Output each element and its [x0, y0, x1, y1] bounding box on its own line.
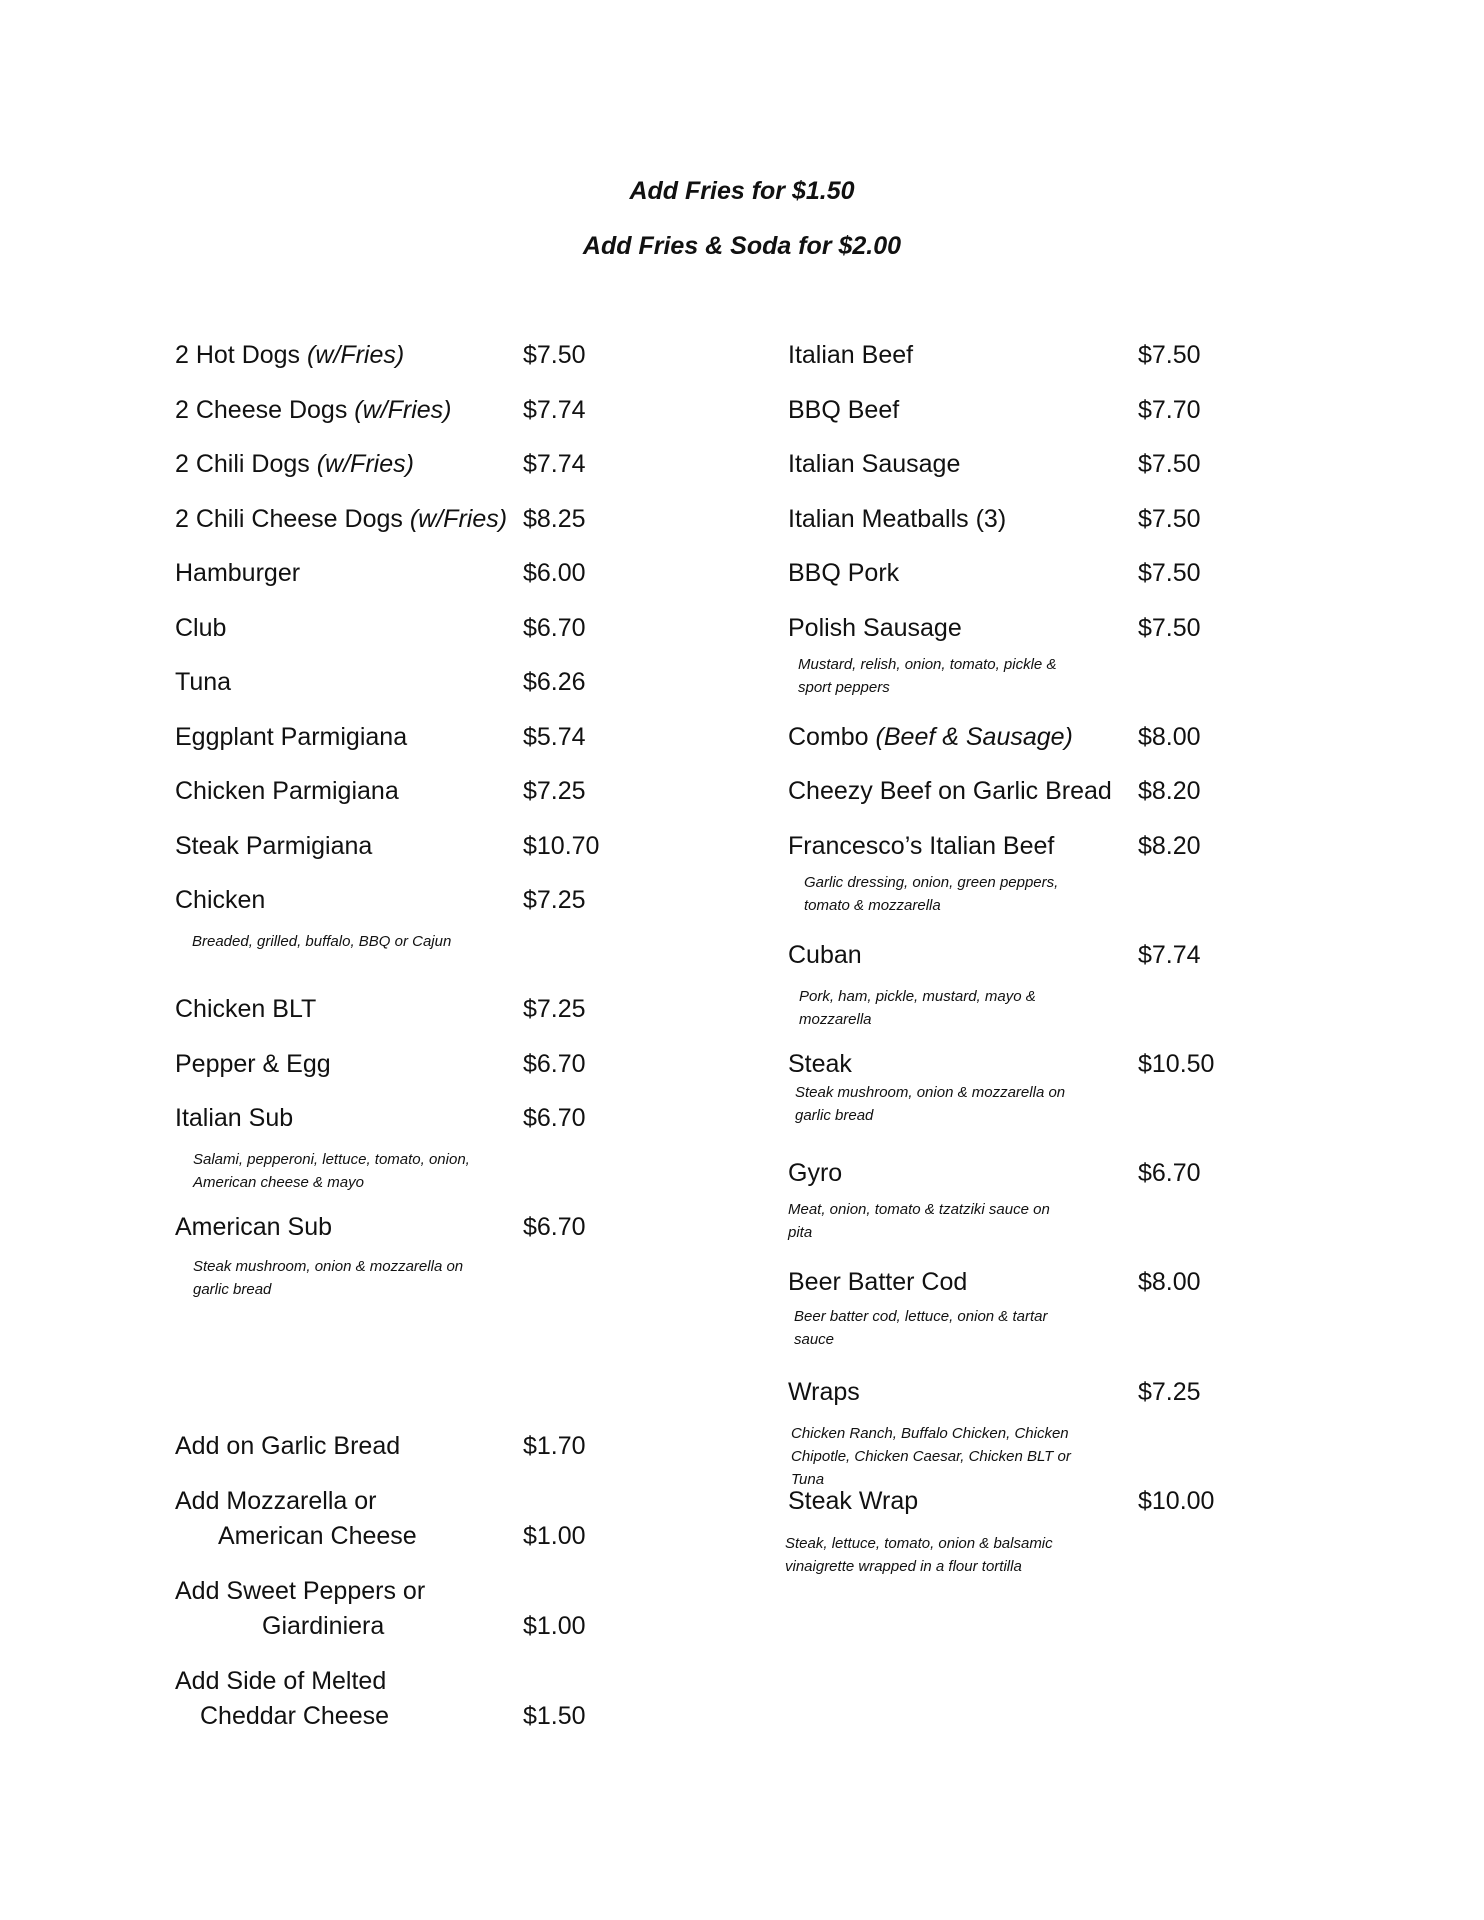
item-steak-parmigiana: Steak Parmigiana	[175, 832, 373, 860]
price-wraps: $7.25	[1138, 1378, 1201, 1406]
item-francescos-italian-beef: Francesco’s Italian Beef	[788, 832, 1055, 860]
item-steak-wrap: Steak Wrap	[788, 1487, 919, 1515]
item-pepper-egg: Pepper & Egg	[175, 1050, 331, 1078]
desc-line: Chicken Ranch, Buffalo Chicken, Chicken	[791, 1425, 1069, 1442]
item-note: (w/Fries)	[409, 505, 508, 533]
item-chili-dogs	[175, 452, 414, 477]
item-chili-cheese-dogs	[175, 507, 507, 532]
item-note: (w/Fries)	[316, 450, 414, 478]
price-hamburger: $6.00	[523, 559, 586, 587]
item-cheezy-beef: Cheezy Beef on Garlic Bread	[788, 777, 1112, 805]
price-pepper-egg: $6.70	[523, 1050, 586, 1078]
item-note: (Beef & Sausage)	[875, 723, 1073, 751]
desc-line: Pork, ham, pickle, mustard, mayo &	[799, 988, 1036, 1005]
item-italian-sausage: Italian Sausage	[788, 450, 961, 478]
desc-steak	[795, 1081, 1065, 1127]
price-steak-wrap: $10.00	[1138, 1487, 1215, 1515]
desc-line: Beer batter cod, lettuce, onion & tartar	[794, 1308, 1048, 1325]
addon-sweet-peppers-line2: Giardiniera	[262, 1612, 385, 1640]
desc-line: Steak, lettuce, tomato, onion & balsamic	[785, 1535, 1053, 1552]
item-chicken-blt: Chicken BLT	[175, 995, 317, 1023]
price-chicken: $7.25	[523, 886, 586, 914]
item-name: 2 Hot Dogs	[175, 341, 301, 369]
desc-line: garlic bread	[193, 1281, 272, 1298]
addon-cheddar-line2: Cheddar Cheese	[200, 1702, 390, 1730]
desc-line: mozzarella	[799, 1011, 872, 1028]
price-gyro: $6.70	[1138, 1159, 1201, 1187]
item-italian-sub: Italian Sub	[175, 1104, 294, 1132]
item-combo	[788, 725, 1073, 750]
item-bbq-beef: BBQ Beef	[788, 396, 900, 424]
price-sweet-peppers: $1.00	[523, 1612, 586, 1640]
item-chicken: Chicken	[175, 886, 266, 914]
item-club: Club	[175, 614, 227, 642]
addon-mozzarella-line1: Add Mozzarella or	[175, 1487, 377, 1515]
price-chili-dogs: $7.74	[523, 450, 586, 478]
item-gyro: Gyro	[788, 1159, 843, 1187]
price-chicken-parmigiana: $7.25	[523, 777, 586, 805]
desc-line: garlic bread	[795, 1107, 874, 1124]
desc-line: Meat, onion, tomato & tzatziki sauce on	[788, 1201, 1050, 1218]
desc-line: Mustard, relish, onion, tomato, pickle &	[798, 656, 1057, 673]
item-bbq-pork: BBQ Pork	[788, 559, 900, 587]
price-american-sub: $6.70	[523, 1213, 586, 1241]
price-italian-beef: $7.50	[1138, 341, 1201, 369]
item-steak: Steak	[788, 1050, 852, 1078]
desc-polish-sausage	[798, 653, 1056, 699]
price-mozzarella: $1.00	[523, 1522, 586, 1550]
price-francescos-italian-beef: $8.20	[1138, 832, 1201, 860]
desc-line: vinaigrette wrapped in a flour tortilla	[785, 1558, 1022, 1575]
price-polish-sausage: $7.50	[1138, 614, 1201, 642]
price-cheese-dogs: $7.74	[523, 396, 586, 424]
addon-mozzarella-line2: American Cheese	[218, 1522, 417, 1550]
desc-line: tomato & mozzarella	[804, 897, 941, 914]
item-american-sub: American Sub	[175, 1213, 333, 1241]
fries-offer-heading: Add Fries for $1.50	[629, 177, 855, 205]
desc-steak-wrap	[785, 1532, 1053, 1578]
price-chili-cheese-dogs: $8.25	[523, 505, 586, 533]
desc-cuban	[799, 985, 1036, 1031]
desc-line: Salami, pepperoni, lettuce, tomato, onion,	[193, 1151, 470, 1168]
desc-italian-sub	[193, 1148, 470, 1194]
price-tuna: $6.26	[523, 668, 586, 696]
item-cheese-dogs	[175, 398, 452, 423]
desc-beer-batter-cod	[794, 1305, 1047, 1351]
desc-line: Chipotle, Chicken Caesar, Chicken BLT or	[791, 1448, 1071, 1465]
price-italian-meatballs: $7.50	[1138, 505, 1201, 533]
desc-gyro	[788, 1198, 1050, 1244]
item-italian-beef: Italian Beef	[788, 341, 914, 369]
desc-line: pita	[788, 1224, 813, 1241]
price-italian-sausage: $7.50	[1138, 450, 1201, 478]
price-bbq-beef: $7.70	[1138, 396, 1201, 424]
price-eggplant-parmigiana: $5.74	[523, 723, 586, 751]
desc-line: Garlic dressing, onion, green peppers,	[804, 874, 1059, 891]
desc-american-sub	[193, 1255, 463, 1301]
addon-sweet-peppers-line1: Add Sweet Peppers or	[175, 1577, 426, 1605]
price-beer-batter-cod: $8.00	[1138, 1268, 1201, 1296]
desc-line: sauce	[794, 1331, 835, 1348]
desc-francescos-italian-beef	[804, 871, 1058, 917]
price-cheddar: $1.50	[523, 1702, 586, 1730]
price-garlic-bread: $1.70	[523, 1432, 586, 1460]
item-tuna: Tuna	[175, 668, 232, 696]
fries-soda-offer-heading: Add Fries & Soda for $2.00	[582, 232, 902, 260]
price-steak: $10.50	[1138, 1050, 1215, 1078]
item-wraps: Wraps	[788, 1378, 860, 1406]
price-italian-sub: $6.70	[523, 1104, 586, 1132]
desc-line: Steak mushroom, onion & mozzarella on	[795, 1084, 1066, 1101]
item-italian-meatballs: Italian Meatballs (3)	[788, 505, 1007, 533]
desc-chicken: Breaded, grilled, buffalo, BBQ or Cajun	[192, 933, 452, 950]
price-combo: $8.00	[1138, 723, 1201, 751]
price-cuban: $7.74	[1138, 941, 1201, 969]
price-club: $6.70	[523, 614, 586, 642]
desc-line: Steak mushroom, onion & mozzarella on	[193, 1258, 464, 1275]
item-name: 2 Chili Cheese Dogs	[175, 505, 403, 533]
addon-garlic-bread: Add on Garlic Bread	[175, 1432, 401, 1460]
price-chicken-blt: $7.25	[523, 995, 586, 1023]
item-hot-dogs	[175, 343, 404, 368]
item-name: 2 Cheese Dogs	[175, 396, 348, 424]
price-hot-dogs: $7.50	[523, 341, 586, 369]
item-hamburger: Hamburger	[175, 559, 301, 587]
price-bbq-pork: $7.50	[1138, 559, 1201, 587]
desc-line: American cheese & mayo	[193, 1174, 364, 1191]
desc-line: sport peppers	[798, 679, 890, 696]
item-chicken-parmigiana: Chicken Parmigiana	[175, 777, 399, 805]
item-name: 2 Chili Dogs	[175, 450, 310, 478]
addon-cheddar-line1: Add Side of Melted	[175, 1667, 387, 1695]
item-cuban: Cuban	[788, 941, 862, 969]
price-cheezy-beef: $8.20	[1138, 777, 1201, 805]
price-steak-parmigiana: $10.70	[523, 832, 600, 860]
item-eggplant-parmigiana: Eggplant Parmigiana	[175, 723, 408, 751]
item-note: (w/Fries)	[354, 396, 452, 424]
item-note: (w/Fries)	[307, 341, 405, 369]
item-name: Combo	[788, 723, 869, 751]
desc-wraps	[791, 1422, 1071, 1491]
item-beer-batter-cod: Beer Batter Cod	[788, 1268, 968, 1296]
item-polish-sausage: Polish Sausage	[788, 614, 962, 642]
desc-line: Tuna	[791, 1471, 825, 1488]
